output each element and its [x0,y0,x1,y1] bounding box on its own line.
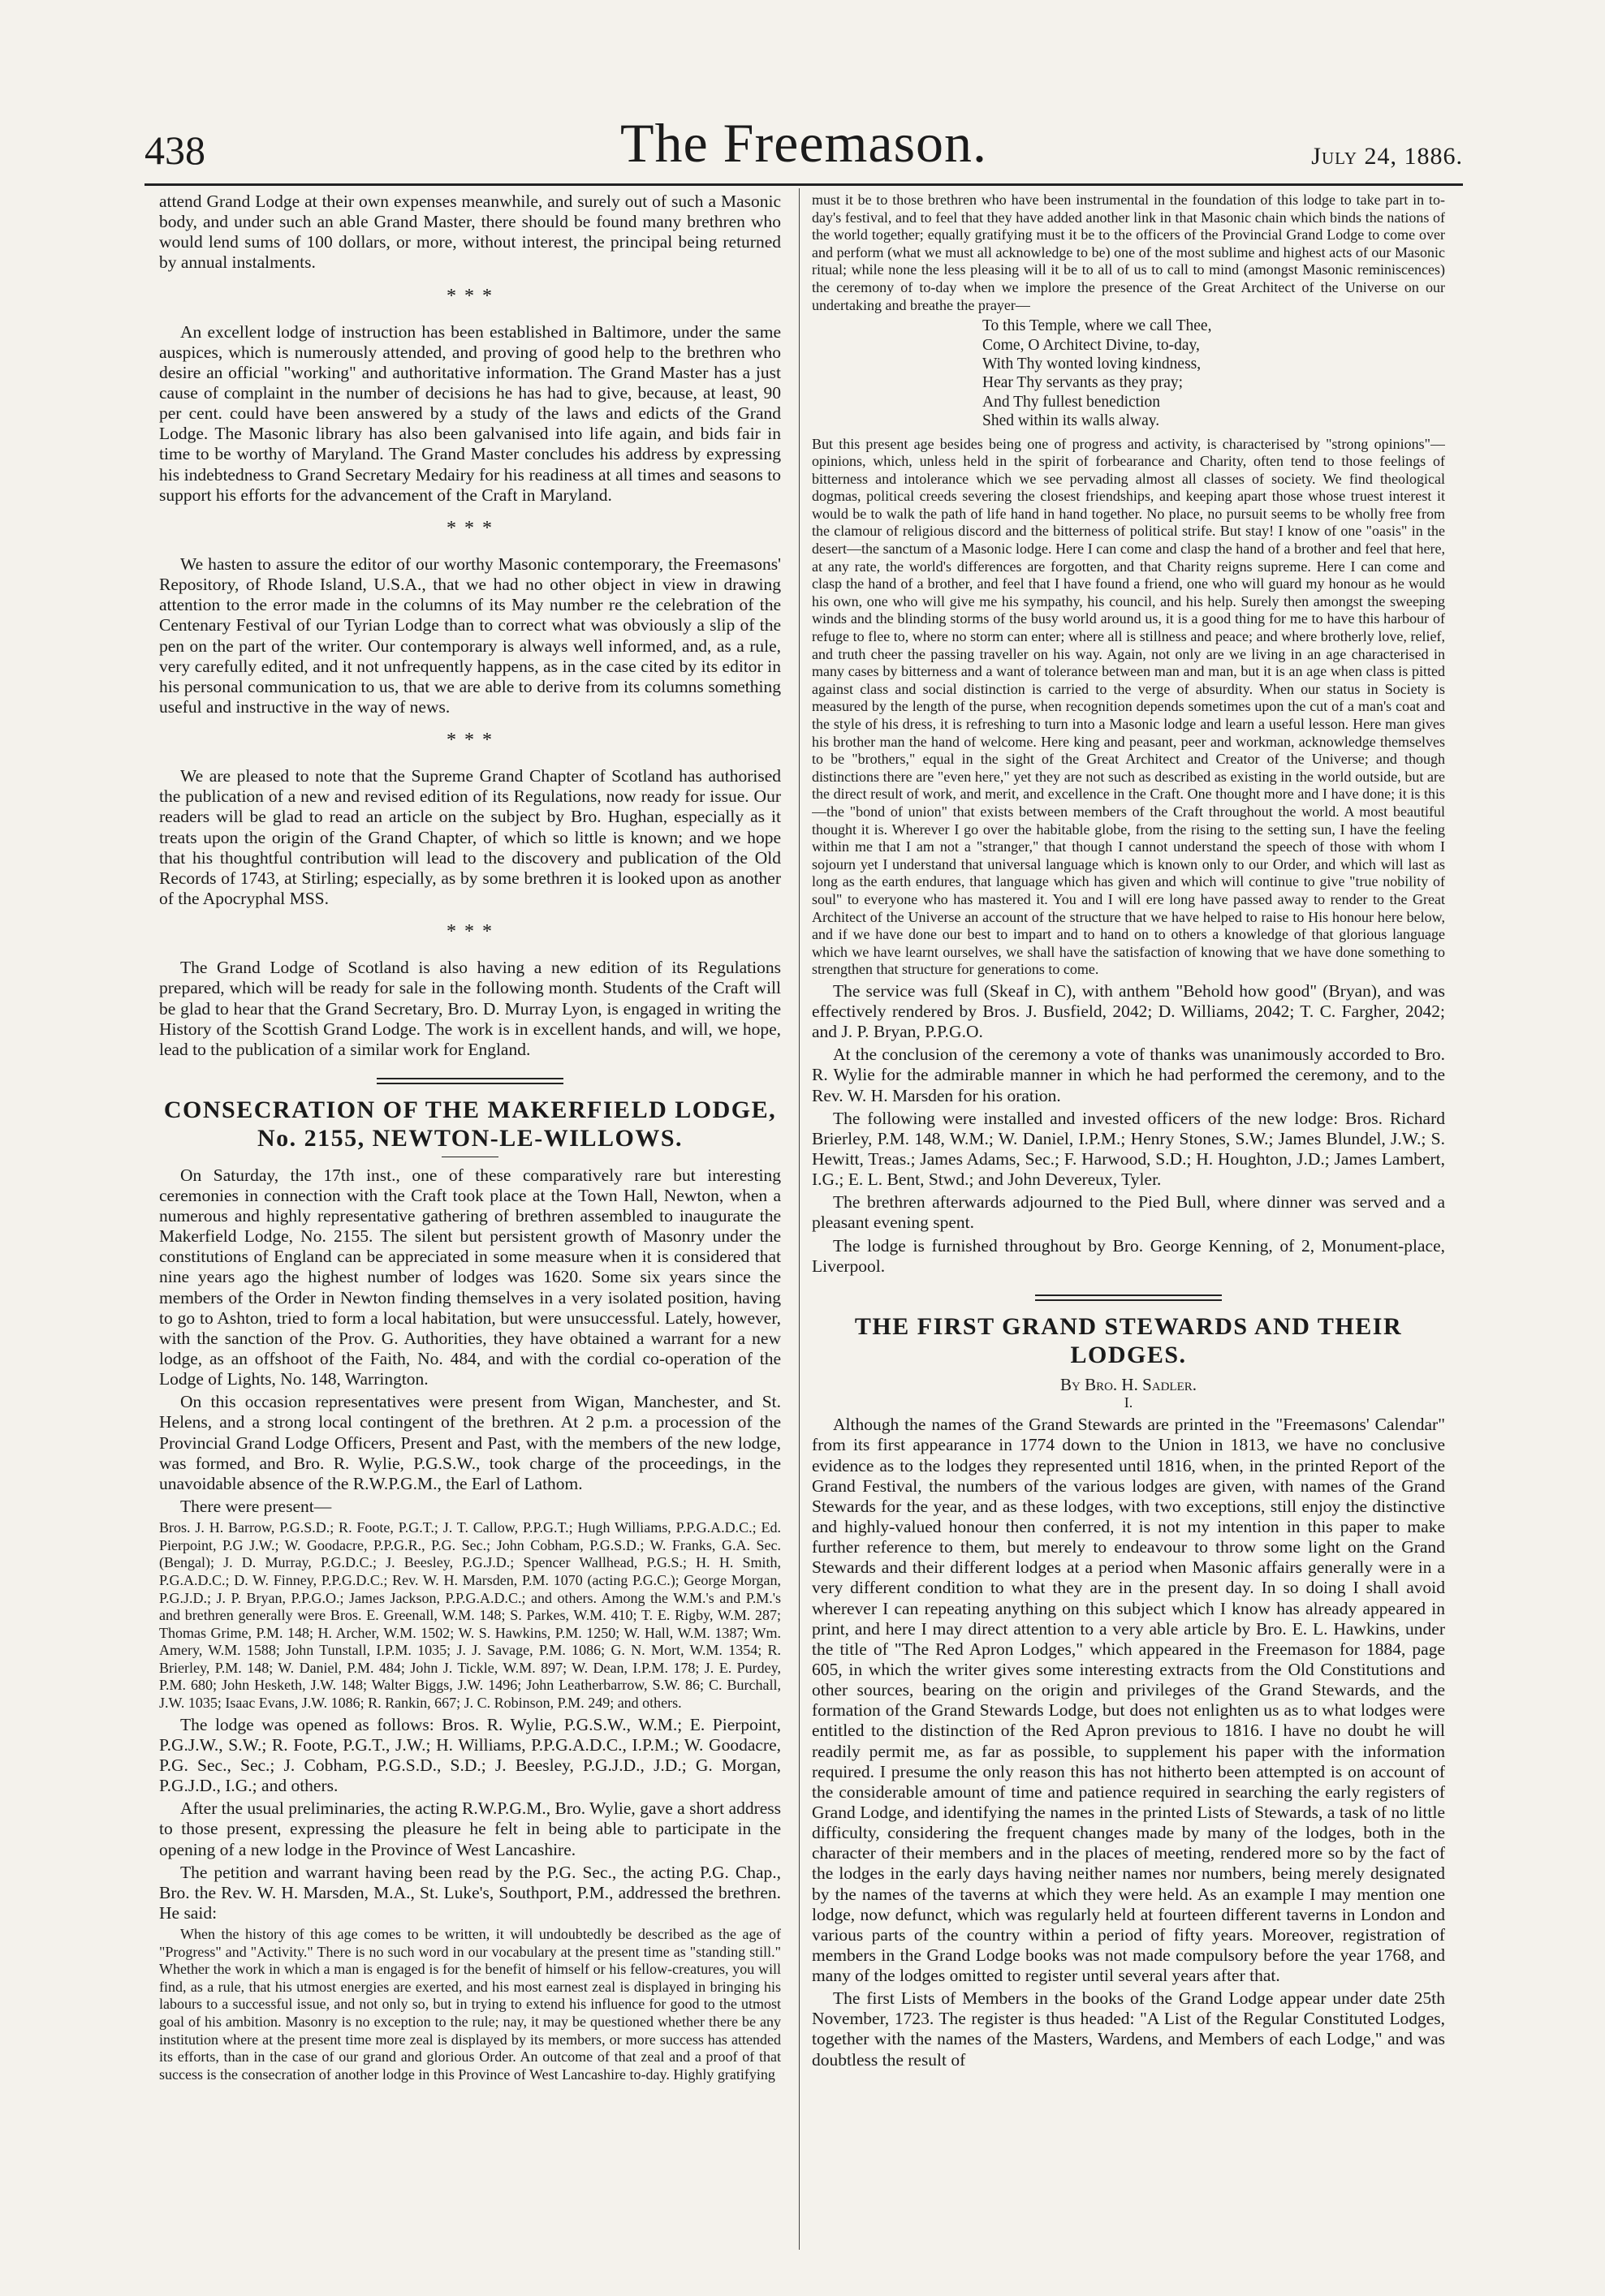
section-rule [377,1078,563,1084]
paragraph: On Saturday, the 17th inst., one of these comparatively rare but interesting ceremonies in connection with the Craft took place at the Town Hall, Newton, when a numerous and highly representative gathering of brethren assembled to inaugurate the Makerfield Lodge, No. 2155. The silent but persistent growth of Masonry under the constitutions of England can be appreciated in some measure when it is considered that nine years ago the highest number of lodges was 1620. Some six years since the members of the Order in Newton finding themselves in a very isolated position, having to go to Ashton, tried to form a local habitation, but were unsuccessful. Lately, however, with the sanction of the Prov. G. Authorities, they have obtained a warrant for a new lodge, as an offshoot of the Faith, No. 484, and with the cordial co-operation of the Lodge of Lights, No. 148, Warrington. [159,1165,781,1389]
left-column [159,192,781,2250]
section-rule [1035,1294,1222,1301]
oration-text: When the history of this age comes to be written, it will undoubtedly be described as the age of "Progress" and "Activity." There is no such word in our vocabulary at the present time as "standing still." Whether the work in which a man is engaged is for the benefit of himself or his fellow-creatures, you will find, as a rule, that his utmost energies are exerted, and his most earnest zeal is displayed in bringing his labours to a successful issue, and not only so, but in trying to extend his influence for good to the utmost goal of his ambition. Masonry is no exception to the rule; nay, it may be questioned whether there be any institution where at the present time more zeal is displayed by its members, or more success has attended its efforts, than in the case of our grand and glorious Order. An outcome of that zeal and a proof of that success is the consecration of another lodge in this Province of West Lancashire to-day. Highly gratifying [159,1926,781,2083]
attendee-list: Bros. J. H. Barrow, P.G.S.D.; R. Foote, P.G.T.; J. T. Callow, P.P.G.T.; Hugh Williams, P.P.G.A.D.C.; Ed. Pierpoint, P.G J.W.; W. Goodacre, P.P.G.R., P.G. Sec.; John Cobham, P.G.S.D.; W. Franks, G.A. Sec. (Bengal); J. D. Murray, P.G.D.C.; J. Beesley, P.G.J.D.; Spencer Wallhead, P.G.S.; H. H. Smith, P.G.A.D.C.; D. W. Finney, P.P.G.D.C.; Rev. W. H. Marsden, P.M. 1070 (acting P.G.C.); George Morgan, P.G.J.D.; J. P. Bryan, P.P.G.O.; James Jackson, P.P.G.A.D.C.; and others. Among the W.M.'s and P.M.'s and brethren generally were Bros. E. Greenall, W.M. 148; S. Parkes, W.M. 410; T. E. Rigby, W.M. 287; Thomas Grime, P.M. 148; H. Archer, W.M. 1502; W. S. Hawkins, P.M. 1250; W. Hall, W.M. 1387; Wm. Amery, W.M. 1588; John Tunstall, I.P.M. 1035; J. J. Savage, P.M. 1086; G. N. Mort, W.M. 1354; R. Brierley, P.M. 148; W. Daniel, P.M. 484; John J. Tickle, W.M. 897; W. Dean, I.P.M. 178; J. E. Purdey, P.M. 680; John Hesketh, J.W. 148; Walter Biggs, J.W. 1496; John Leatherbarrow, S.W. 86; C. Burchall, J.W. 1035; Isaac Evans, J.W. 1086; R. Rankin, 667; J. C. Robinson, P.M. 249; and others. [159,1519,781,1712]
publication-title: The Freemason. [619,112,988,174]
paragraph: We hasten to assure the editor of our worthy Masonic contemporary, the Freemasons' Repository, of Rhode Island, U.S.A., that we had no other object in view in drawing attention to the error made in the columns of its May number re the celebration of the Centenary Festival of our Tyrian Lodge than to correct what was obviously a slip of the pen on the part of the writer. Our contemporary is always well informed, and, as a rule, very carefully edited, and it not unfrequently happens, as in the case cited by its editor in his personal communication to us, that we are able to derive from its columns something useful and instructive in the way of news. [159,554,781,717]
paragraph: Although the names of the Grand Stewards are printed in the "Freemasons' Calendar" from its first appearance in 1774 down to the Union in 1813, we have no conclusive evidence as to the lodges they represented until 1816, when, in the printed Report of the Grand Festival, the numbers of the various lodges are given, with names of the Grand Stewards for the year, and as these lodges, with two exceptions, still enjoy the distinctive and highly-valued honour then conferred, it is not my intention in this paper to make further reference to them, but merely to endeavour to throw some light on the Grand Stewards and their different lodges at a period when Masonic affairs generally were in a very different condition to what they are in the present day. In so doing I shall avoid wherever I can repeating anything on this subject which I know has already appeared in print, and here I may direct attention to a very able article by Bro. E. L. Hawkins, under the title of "The Red Apron Lodges," which appeared in the Freemason for 1884, page 605, in which the writer gives some interesting extracts from the Old Constitutions and other sources, bearing on the origin and privileges of the Grand Stewards, and the formation of the Grand Stewards Lodge, but does not enlighten us as to what lodges were entitled to the distinction of the Red Apron previous to 1816. I have no doubt he will readily permit me, as far as possible, to supplement his paper with the information required. I presume the only reason this has not hitherto been attempted is on account of the considerable amount of time and patience required in searching the early registers of Grand Lodge, and identifying the names in the printed Lists of Stewards, a task of no little difficulty, considering the frequent changes made by many of the lodges, both in the character of their members and in the places of meeting, rendered more so by the fact of the lodges in the early days having neither names nor numbers, being merely designated by the names of the taverns at which they were held. As an example I may mention one lodge, now defunct, which was regularly held at fourteen different taverns in London and various parts of the country within a period of fifty years. Moreover, registration of members in the Grand Lodge books was not made compulsory before the year 1768, and many of the lodges omitted to register until several years after that. [812,1415,1445,1986]
paragraph: We are pleased to note that the Supreme Grand Chapter of Scotland has authorised the publication of a new and revised edition of its Regulations, now ready for issue. Our readers will be glad to read an article on the subject by Bro. Hughan, especially as it treats upon the origin of the Grand Chapter, of which so little is known; and we hope that his thoughtful contribution will lead to the discovery and publication of the Old Records of 1743, at Stirling; especially, as by some brethren it is looked upon as another of the Apocryphal MSS. [159,766,781,909]
paragraph: At the conclusion of the ceremony a vote of thanks was unanimously accorded to Bro. R. Wylie for the admirable manner in which he had performed the ceremony, and to the Rev. W. H. Marsden for his oration. [812,1045,1445,1105]
paragraph: An excellent lodge of instruction has been established in Baltimore, under the same auspices, which is numerously attended, and proving of good help to the brethren who desire an official "working" and authoritative information. The Grand Master has a just cause of complaint in the number of decisions he has had to give, because, at least, 90 per cent. could have been answered by a study of the laws and edicts of the Grand Lodge. The Masonic library has also been galvanised into life again, and bids fair in time to be worthy of Maryland. The Grand Master concludes his address by expressing his indebtedness to Grand Secretary Medairy for his readiness at all times and seasons to support his efforts for the advancement of the Craft in Maryland. [159,321,781,505]
paragraph: The lodge was opened as follows: Bros. R. Wylie, P.G.S.W., W.M.; E. Pierpoint, P.G.J.W., S.W.; R. Foote, P.G.T., J.W.; H. Williams, P.P.G.A.D.C., I.P.M.; W. Goodacre, P.G. Sec., Sec.; J. Cobham, P.G.S.D., S.D.; J. Beesley, P.G.J.D., J.D.; G. Morgan, P.G.J.D., I.G.; and others. [159,1714,781,1796]
page-number: 438 [145,127,205,173]
issue-date: July 24, 1886. [1311,143,1463,170]
verse-line: Come, O Architect Divine, to-day, [982,336,1200,354]
oration-text: But this present age besides being one of progress and activity, is characterised by "strong opinions"—opinions, which, unless held in the spirit of forbearance and Charity, often tend to those feelings of bitterness and intolerance which we see pervading almost all classes of society. We find theological dogmas, political creeds severing the closest friendships, and keeping apart those whose truest interest it would be to walk the path of life hand in hand together. No place, no pursuit seems to be wholly free from the clamour of religious discord and the bitterness of political strife. But stay! I know of one "oasis" in the desert—the sanctum of a Masonic lodge. Here I can come and clasp the hand of a brother and feel that here, at any rate, the world's differences are forgotten, and that Charity reigns supreme. Here I can come and clasp the hand of a brother, and feel that I have found a friend, one who will guard my honour as he would his own, one who will give me his sympathy, his council, and his help. Surely then amongst the sweeping winds and the blinding storms of the busy world around us, it is a good thing for me to have this harbour of refuge to flee to, where no storm can enter; where all is stillness and peace; and where brotherly love, relief, and truth cheer the passing traveller on his way. Again, not only are we living in an age characterised in many cases by bitterness and a want of tolerance between man and man, but it is an age when class is pitted against class and social distinction is carried to the verge of absurdity. When our status in Society is measured by the length of the purse, when recognition depends sometimes upon the cut of a man's coat and the style of his dress, it is refreshing to turn into a Masonic lodge and learn a useful lesson. Here man gives his brother man the hand of welcome. Here king and peasant, peer and workman, acknowledge themselves to be "brothers," equal in the sight of the Great Architect and Creator of the Universe; and though distinctions there are "even here," yet they are not such as described as existing in the world outside, but are the direct result of work, and merit, and excellence in the Craft. One thought more and I have done; it is this—the "bond of union" that exists between members of the Craft throughout the world. A most beautiful thought it is. Wherever I go over the habitable globe, from the rising to the setting sun, I have the feeling within me that I am not a "stranger," that though I cannot understand the speech of those with whom I sojourn yet I understand that universal language which is known only to our Order, and which will last as long as the earth endures, that language which has given and which will continue to give "true nobility of soul" to everyone who has mastered it. You and I will ere long have passed away to render to the Great Architect of the Universe an account of the structure that we have helped to raise to His honour here below, and if we have done our best to impart and to hand on to others a knowledge of that glorious language which we have learnt ourselves, we shall have the satisfaction of knowing that we have done something to strengthen that structure for generations to come. [812,435,1445,978]
paragraph: After the usual preliminaries, the acting R.W.P.G.M., Bro. Wylie, gave a short address to those present, expressing the pleasure he felt in being able to participate in the opening of a new lodge in the Province of West Lancashire. [159,1798,781,1859]
paragraph: The first Lists of Members in the books of the Grand Lodge appear under date 25th November, 1723. The register is thus headed: "A List of the Regular Constituted Lodges, together with the names of the Masters, Wardens, and Members of each Lodge," and was doubtless the result of [812,1988,1445,2070]
asterism: * * * [447,517,494,539]
article-heading [159,1096,781,1153]
paragraph: The service was full (Skeaf in C), with anthem "Behold how good" (Bryan), and was effectively rendered by Bros. J. Busfield, 2042; D. Williams, 2042; T. C. Fargher, 2042; and J. P. Bryan, P.P.G.O. [812,980,1445,1042]
paragraph: attend Grand Lodge at their own expenses meanwhile, and surely out of such a Masonic body, and under such an able Grand Master, there should be found many brethren who would lend sums of 100 dollars, or more, without interest, the principal being returned by annual instalments. [159,192,781,273]
verse-line: Shed within its walls alway. [982,412,1160,430]
paragraph: On this occasion representatives were present from Wigan, Manchester, and St. Helens, and a strong local contingent of the brethren. At 2 p.m. a procession of the Provincial Grand Lodge Officers, Present and Past, with the members of the new lodge, was formed, and Bro. R. Wylie, P.G.S.W., took charge of the proceedings, in the unavoidable absence of the R.W.P.G.M., the Earl of Lathom. [159,1392,781,1493]
right-column [812,192,1445,2250]
verse-line: Hear Thy servants as they pray; [982,374,1184,392]
part-number: I. [1124,1394,1133,1411]
heading-line: No. 2155, NEWTON-LE-WILLOWS. [257,1125,684,1152]
oration-text: must it be to those brethren who have been instrumental in the foundation of this lodge to take part in to-day's festival, and to feel that they have added another link in that Masonic chain which binds the nations of the world together; equally gratifying must it be to the officers of the Provincial Grand Lodge to come over and perform (what we must all acknowledge to be) one of the most sublime and highest acts of our Masonic ritual; while none the less pleasing will it be to all of us to call to mind (amongst Masonic reminiscences) the ceremony of to-day when we implore the presence of the Great Architect of the Universe on our undertaking and breathe the prayer— [812,192,1445,313]
asterism: * * * [447,285,494,307]
paragraph: The Grand Lodge of Scotland is also having a new edition of its Regulations prepared, which will be ready for sale in the following month. Students of the Craft will be glad to hear that the Grand Secretary, Bro. D. Murray Lyon, is engaged in writing the History of the Scottish Grand Lodge. The work is in excellent hands, and will, we hope, lead to the publication of a similar work for England. [159,958,781,1059]
column-divider [799,188,800,2250]
masthead [145,114,1463,179]
paragraph: There were present— [180,1496,332,1516]
article-heading: THE FIRST GRAND STEWARDS AND THEIR LODGES. [854,1312,1403,1369]
paragraph: The brethren afterwards adjourned to the Pied Bull, where dinner was served and a pleasant evening spent. [812,1192,1445,1233]
asterism: * * * [447,921,494,943]
header-rule [145,183,1463,186]
heading-line: CONSECRATION OF THE MAKERFIELD LODGE, [163,1096,777,1123]
paragraph: The following were installed and invested officers of the new lodge: Bros. Richard Brierley, P.M. 148, W.M.; W. Daniel, I.P.M.; Henry Stones, S.W.; James Blundel, J.W.; S. Hewitt, Treas.; James Adams, Sec.; F. Harwood, S.D.; H. Houghton, J.D.; James Lambert, I.G.; E. L. Bent, Stwd.; and John Devereux, Tyler. [812,1108,1445,1190]
verse-line: And Thy fullest benediction [982,393,1160,411]
paragraph: The petition and warrant having been read by the P.G. Sec., the acting P.G. Chap., Bro. the Rev. W. H. Marsden, M.A., St. Luke's, Southport, P.M., addressed the brethren. He said: [159,1862,781,1923]
verse-line: To this Temple, where we call Thee, [982,317,1212,335]
asterism: * * * [447,730,494,752]
byline: By Bro. H. Sadler. [1059,1374,1197,1394]
hymn-verse [982,317,1445,430]
verse-line: With Thy wonted loving kindness, [982,355,1202,373]
paragraph: The lodge is furnished throughout by Bro. George Kenning, of 2, Monument-place, Liverpool. [812,1235,1445,1276]
